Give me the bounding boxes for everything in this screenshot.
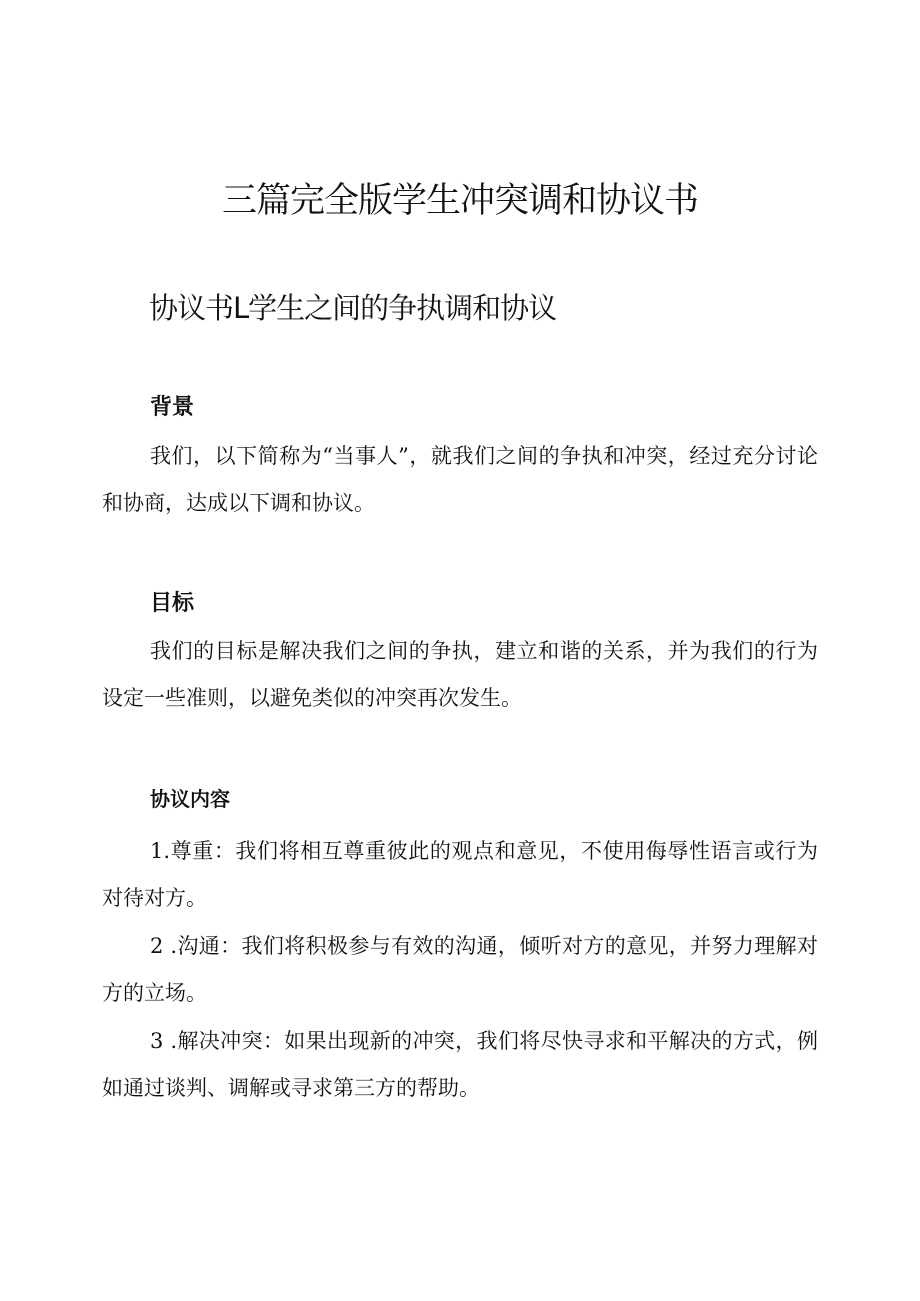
agreement-item-2: 2 .沟通：我们将积极参与有效的沟通，倾听对方的意见，并努力理解对方的立场。 — [102, 934, 818, 1005]
background-heading: 背景 — [150, 395, 195, 420]
goal-paragraph: 我们的目标是解决我们之间的争执，建立和谐的关系，并为我们的行为设定一些准则，以避免类似的冲突再次发生。 — [102, 639, 818, 710]
goal-heading: 目标 — [150, 591, 195, 616]
agreement-item-3: 3 .解决冲突：如果出现新的冲突，我们将尽快寻求和平解决的方式，例如通过谈判、调解或寻求第三方的帮助。 — [102, 1029, 818, 1100]
agreement-item-1: 1.尊重：我们将相互尊重彼此的观点和意见，不使用侮辱性语言或行为对待对方。 — [102, 839, 818, 910]
agreement-content-heading: 协议内容 — [150, 787, 230, 811]
document-title: 三篇完全版学生冲突调和协议书 — [221, 181, 698, 221]
agreement-title: 协议书L学生之间的争执调和协议 — [149, 291, 557, 325]
background-paragraph: 我们，以下简称为“当事人”，就我们之间的争执和冲突，经过充分讨论和协商，达成以下调和协议。 — [102, 444, 818, 515]
